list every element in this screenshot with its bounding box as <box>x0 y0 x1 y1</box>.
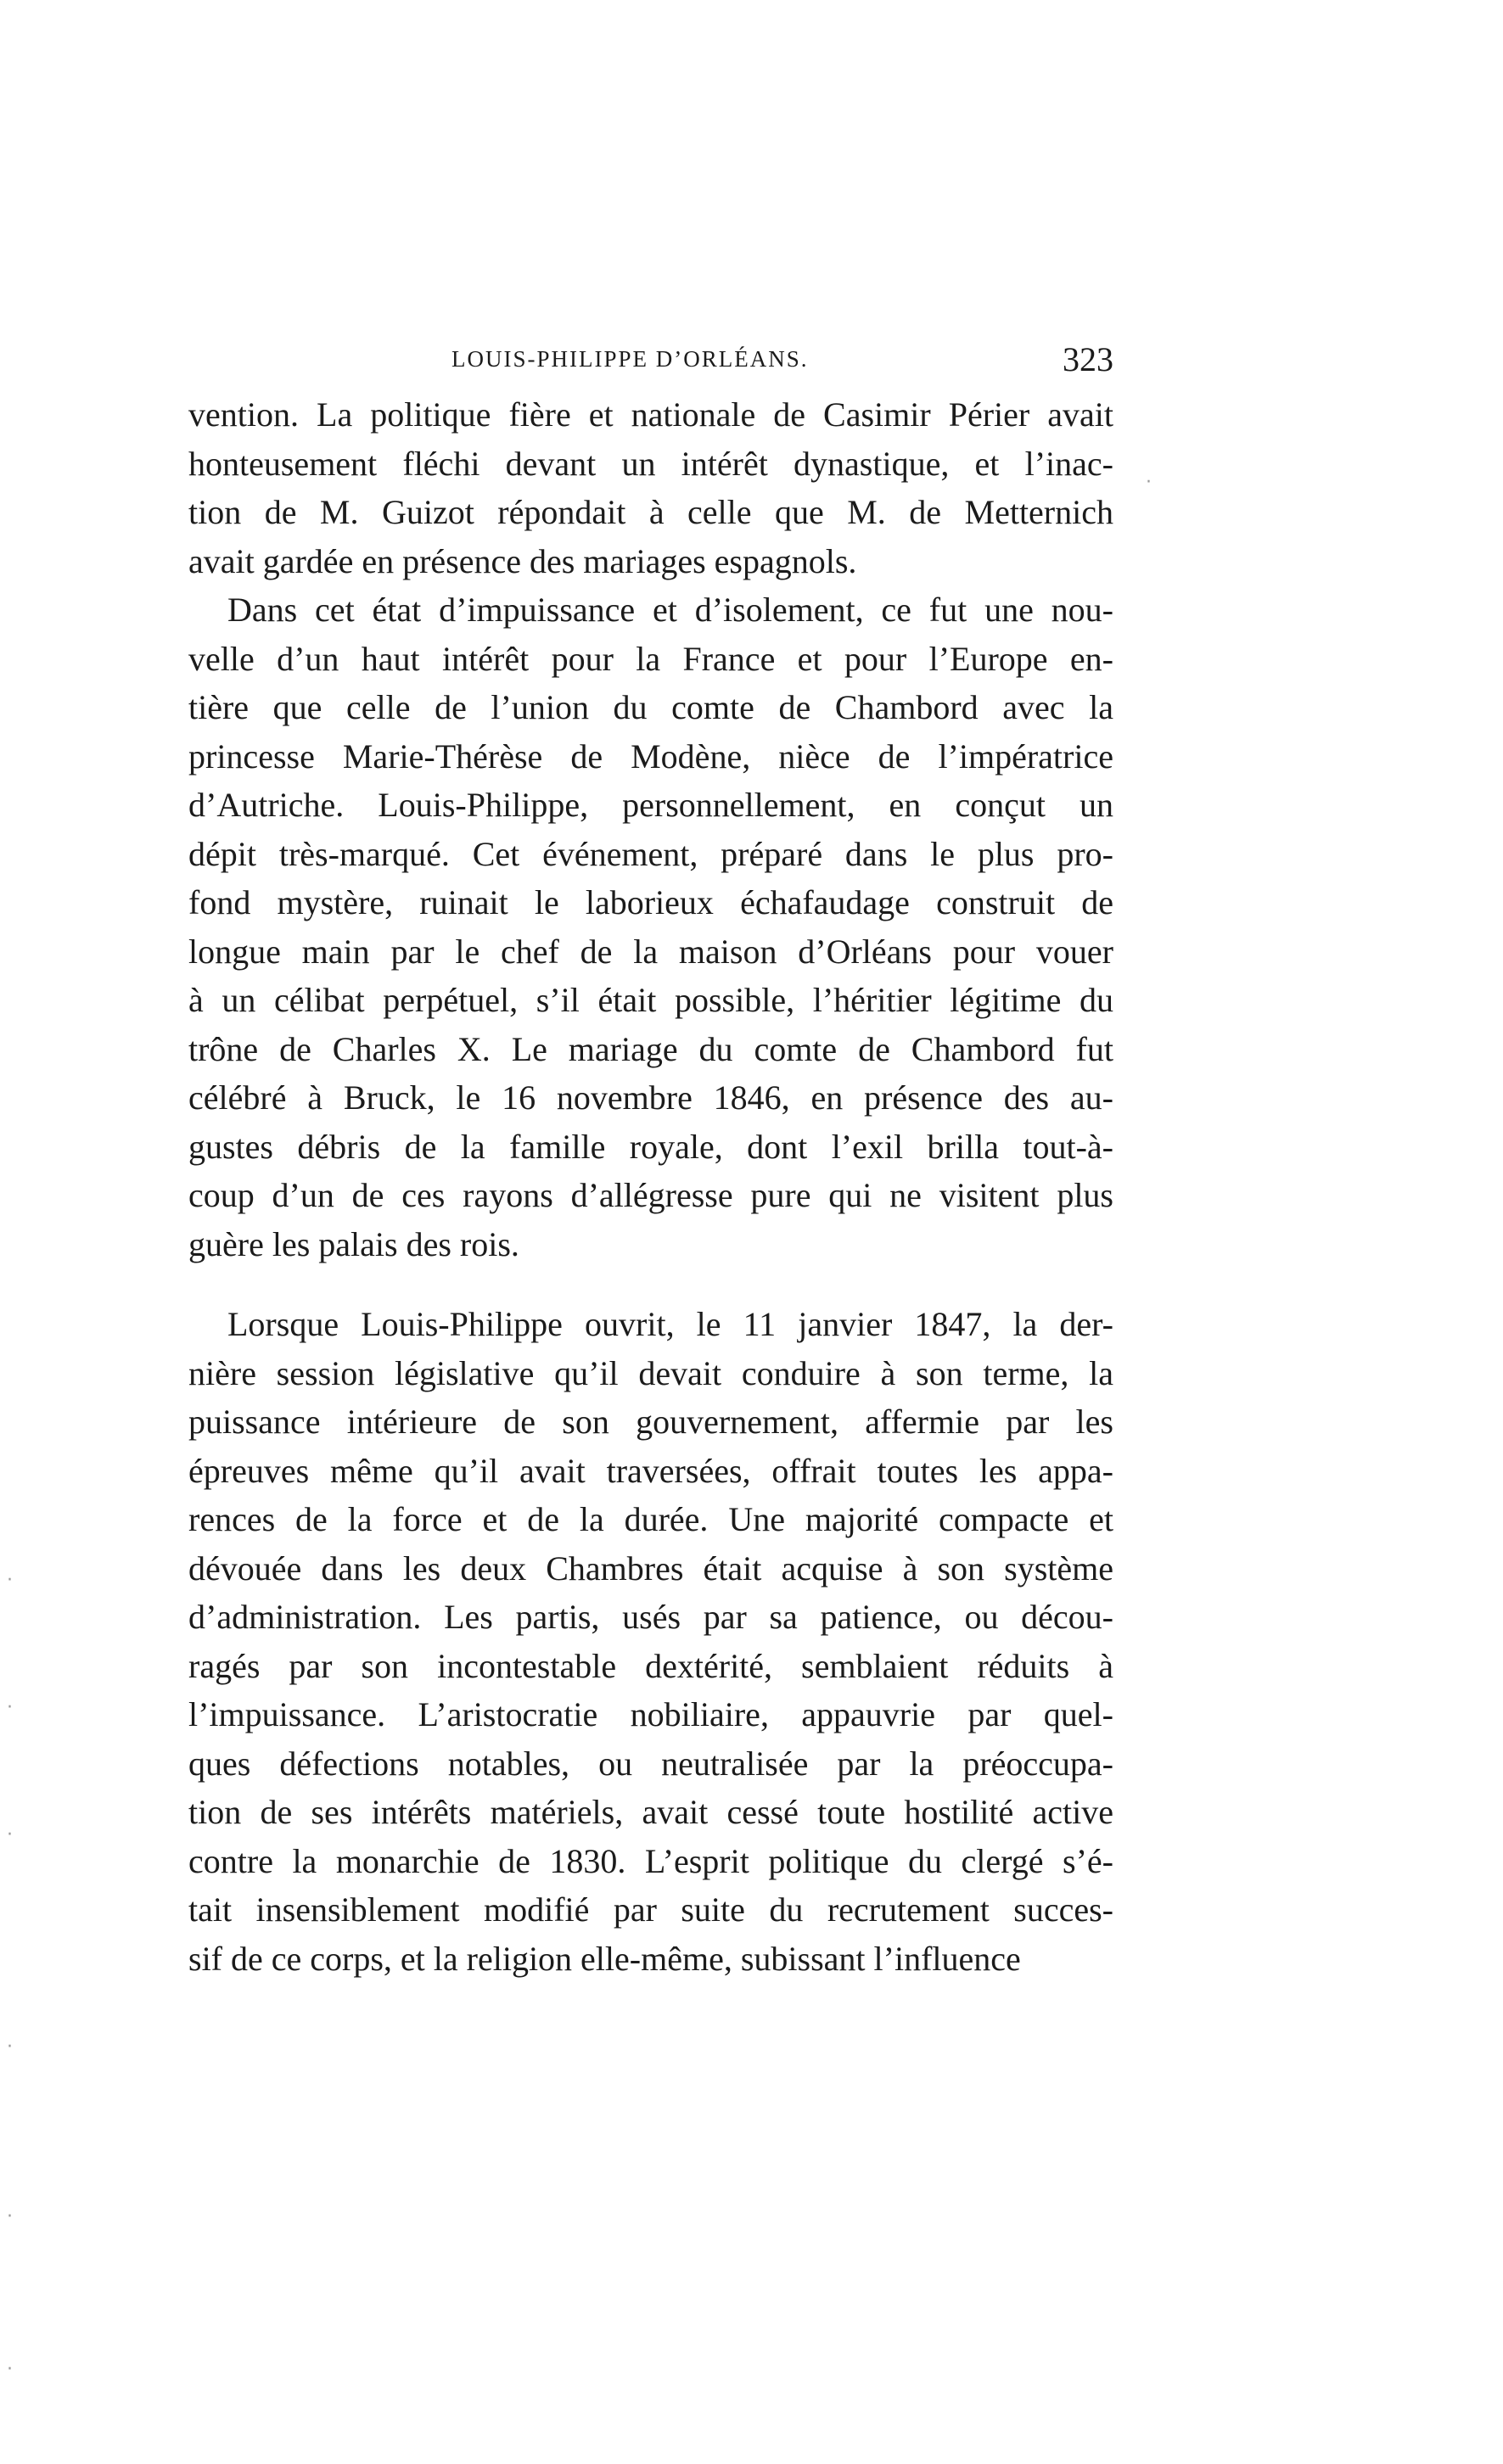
paragraph-1 <box>188 390 1113 585</box>
text-line: princesse Marie-Thérèse de Modène, nièce de l’impératrice <box>188 736 1113 776</box>
margin-speck: · <box>7 1697 13 1718</box>
text-line: Lorsque Louis-Philippe ouvrit, le 11 janvier 1847, la der- <box>227 1305 1113 1343</box>
text-line: ques défections notables, ou neutralisée par la préoccupa- <box>188 1744 1113 1783</box>
margin-speck: · <box>7 2036 13 2058</box>
text-line: Dans cet état d’impuissance et d’isolement, ce fut une nou- <box>227 591 1113 629</box>
text-line: fond mystère, ruinait le laborieux échafaudage construit de <box>188 883 1113 921</box>
text-line: ragés par son incontestable dextérité, semblaient réduits à <box>188 1646 1113 1685</box>
margin-speck: · <box>7 1570 13 1591</box>
text-line: avait gardée en présence des mariages espagnols. <box>188 541 857 580</box>
text-line: tion de ses intérêts matériels, avait cessé toute hostilité active <box>188 1793 1113 1831</box>
text-line: tière que celle de l’union du comte de Chambord avec la <box>188 688 1113 726</box>
running-head <box>188 339 1113 382</box>
text-line: à un célibat perpétuel, s’il était possible, l’héritier légitime du <box>188 981 1113 1019</box>
margin-speck: · <box>1146 472 1152 493</box>
text-line: tion de M. Guizot répondait à celle que M. de Metternich <box>188 493 1113 531</box>
text-line: honteusement fléchi devant un intérêt dynastique, et l’inac- <box>188 444 1113 483</box>
text-line: célébré à Bruck, le 16 novembre 1846, en présence des au- <box>188 1078 1113 1117</box>
text-line: velle d’un haut intérêt pour la France et pour l’Europe en- <box>188 639 1113 678</box>
text-line: trône de Charles X. Le mariage du comte de Chambord fut <box>188 1029 1113 1068</box>
text-line: nière session législative qu’il devait conduire à son terme, la <box>188 1353 1113 1392</box>
paragraph-2 <box>188 585 1113 1268</box>
text-line: longue main par le chef de la maison d’Orléans pour vouer <box>188 932 1113 971</box>
text-line: coup d’un de ces rayons d’allégresse pure qui ne visitent plus <box>188 1176 1113 1214</box>
margin-speck: · <box>7 2206 13 2227</box>
text-block-lower <box>188 1300 1113 1983</box>
text-line: vention. La politique fière et nationale de Casimir Périer avait <box>188 395 1113 434</box>
text-line: sif de ce corps, et la religion elle-même, subissant l’influence <box>188 1939 1021 1978</box>
text-line: l’impuissance. L’aristocratie nobiliaire, appauvrie par quel- <box>188 1695 1113 1733</box>
margin-speck: · <box>7 1824 13 1845</box>
text-line: dépit très-marqué. Cet événement, préparé dans le plus pro- <box>188 834 1113 873</box>
paragraph-3 <box>188 1300 1113 1983</box>
text-line: guère les palais des rois. <box>188 1224 519 1263</box>
text-line: contre la monarchie de 1830. L’esprit politique du clergé s’é- <box>188 1841 1113 1880</box>
text-line: puissance intérieure de son gouvernement, affermie par les <box>188 1403 1113 1441</box>
text-line: épreuves même qu’il avait traversées, offrait toutes les appa- <box>188 1451 1113 1490</box>
text-line: rences de la force et de la durée. Une majorité compacte et <box>188 1500 1113 1538</box>
text-line: d’administration. Les partis, usés par sa patience, ou décou- <box>188 1598 1113 1636</box>
text-line: tait insensiblement modifié par suite du recrutement succes- <box>188 1890 1113 1929</box>
text-line: d’Autriche. Louis-Philippe, personnellement, en conçut un <box>188 786 1113 824</box>
text-line: gustes débris de la famille royale, dont l’exil brilla tout-à- <box>188 1127 1113 1166</box>
text-block-upper <box>188 390 1113 1268</box>
margin-speck: · <box>7 2359 13 2380</box>
page-number: 323 <box>1063 340 1113 378</box>
running-title: LOUIS-PHILIPPE D’ORLÉANS. <box>451 346 809 372</box>
text-line: dévouée dans les deux Chambres était acquise à son système <box>188 1548 1113 1588</box>
